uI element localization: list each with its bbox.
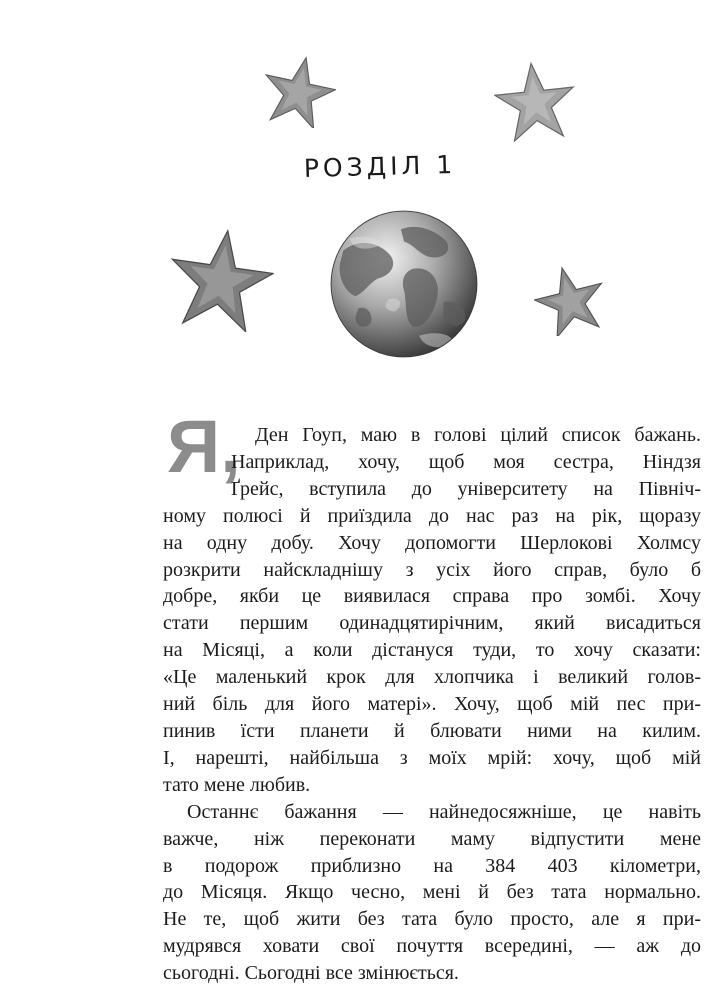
text-line: стати першим одинадцятирічним, який висадиться [163,612,701,635]
text-line: «Це маленький крок для хлопчика і великий голов- [163,666,701,689]
paragraph-2 [163,799,701,987]
text-line: на Місяці, а коли дістануся туди, то хочу сказати: [163,639,701,662]
text-line: на одну добу. Хочу допомогти Шерлокові Холмсу [163,531,701,554]
text-line: до Місяця. Якщо чесно, мені й без тата нормально. [163,881,701,904]
body-text [163,422,701,987]
text-line: розкрити найскладнішу з усіх його справ, було б [163,558,701,581]
earth-globe-icon [328,208,480,360]
text-line: Наприклад, хочу, щоб моя сестра, Ніндзя [231,450,701,473]
text-line: добре, якби це виявилася справа про зомбі. Хочу [163,585,701,608]
text-line: І, нарешті, найбільша з моїх мрій: хочу, щоб мій [163,746,701,769]
text-line: Не те, щоб жити без тата було просто, але я при- [163,908,701,931]
paragraph-1 [163,422,701,799]
text-line: пинив їсти планети й блювати ними на килим. [163,719,701,742]
text-line: Останнє бажання — найнедосяжніше, це навіть [187,800,701,823]
text-line: тато мене любив. [163,773,311,796]
chapter-title: РОЗДІЛ 1 [303,150,457,183]
text-line: сьогодні. Сьогодні все змінюється. [163,962,459,985]
star-icon-top-left [262,54,336,128]
text-line: Ґрейс, вступила до університету на Північ- [231,477,701,500]
text-line: Ден Гоуп, маю в голові цілий список бажань. [255,424,701,446]
text-line: ний біль для його матері». Хочу, щоб мій пес при- [163,693,701,716]
text-line: ному полюсі й приїздила до нас раз на рік, щоразу [163,504,701,527]
star-icon-middle-right [534,264,606,336]
drop-cap: Я, [167,405,241,488]
star-icon-middle-left [168,226,274,332]
text-line: мудрявся ховати свої почуття всередині, — аж до [163,935,701,958]
text-line: важче, ніж переконати маму відпустити мене [163,827,701,850]
star-icon-top-right [494,60,576,142]
text-line: в подорож приблизно на 384 403 кілометри, [163,854,701,877]
